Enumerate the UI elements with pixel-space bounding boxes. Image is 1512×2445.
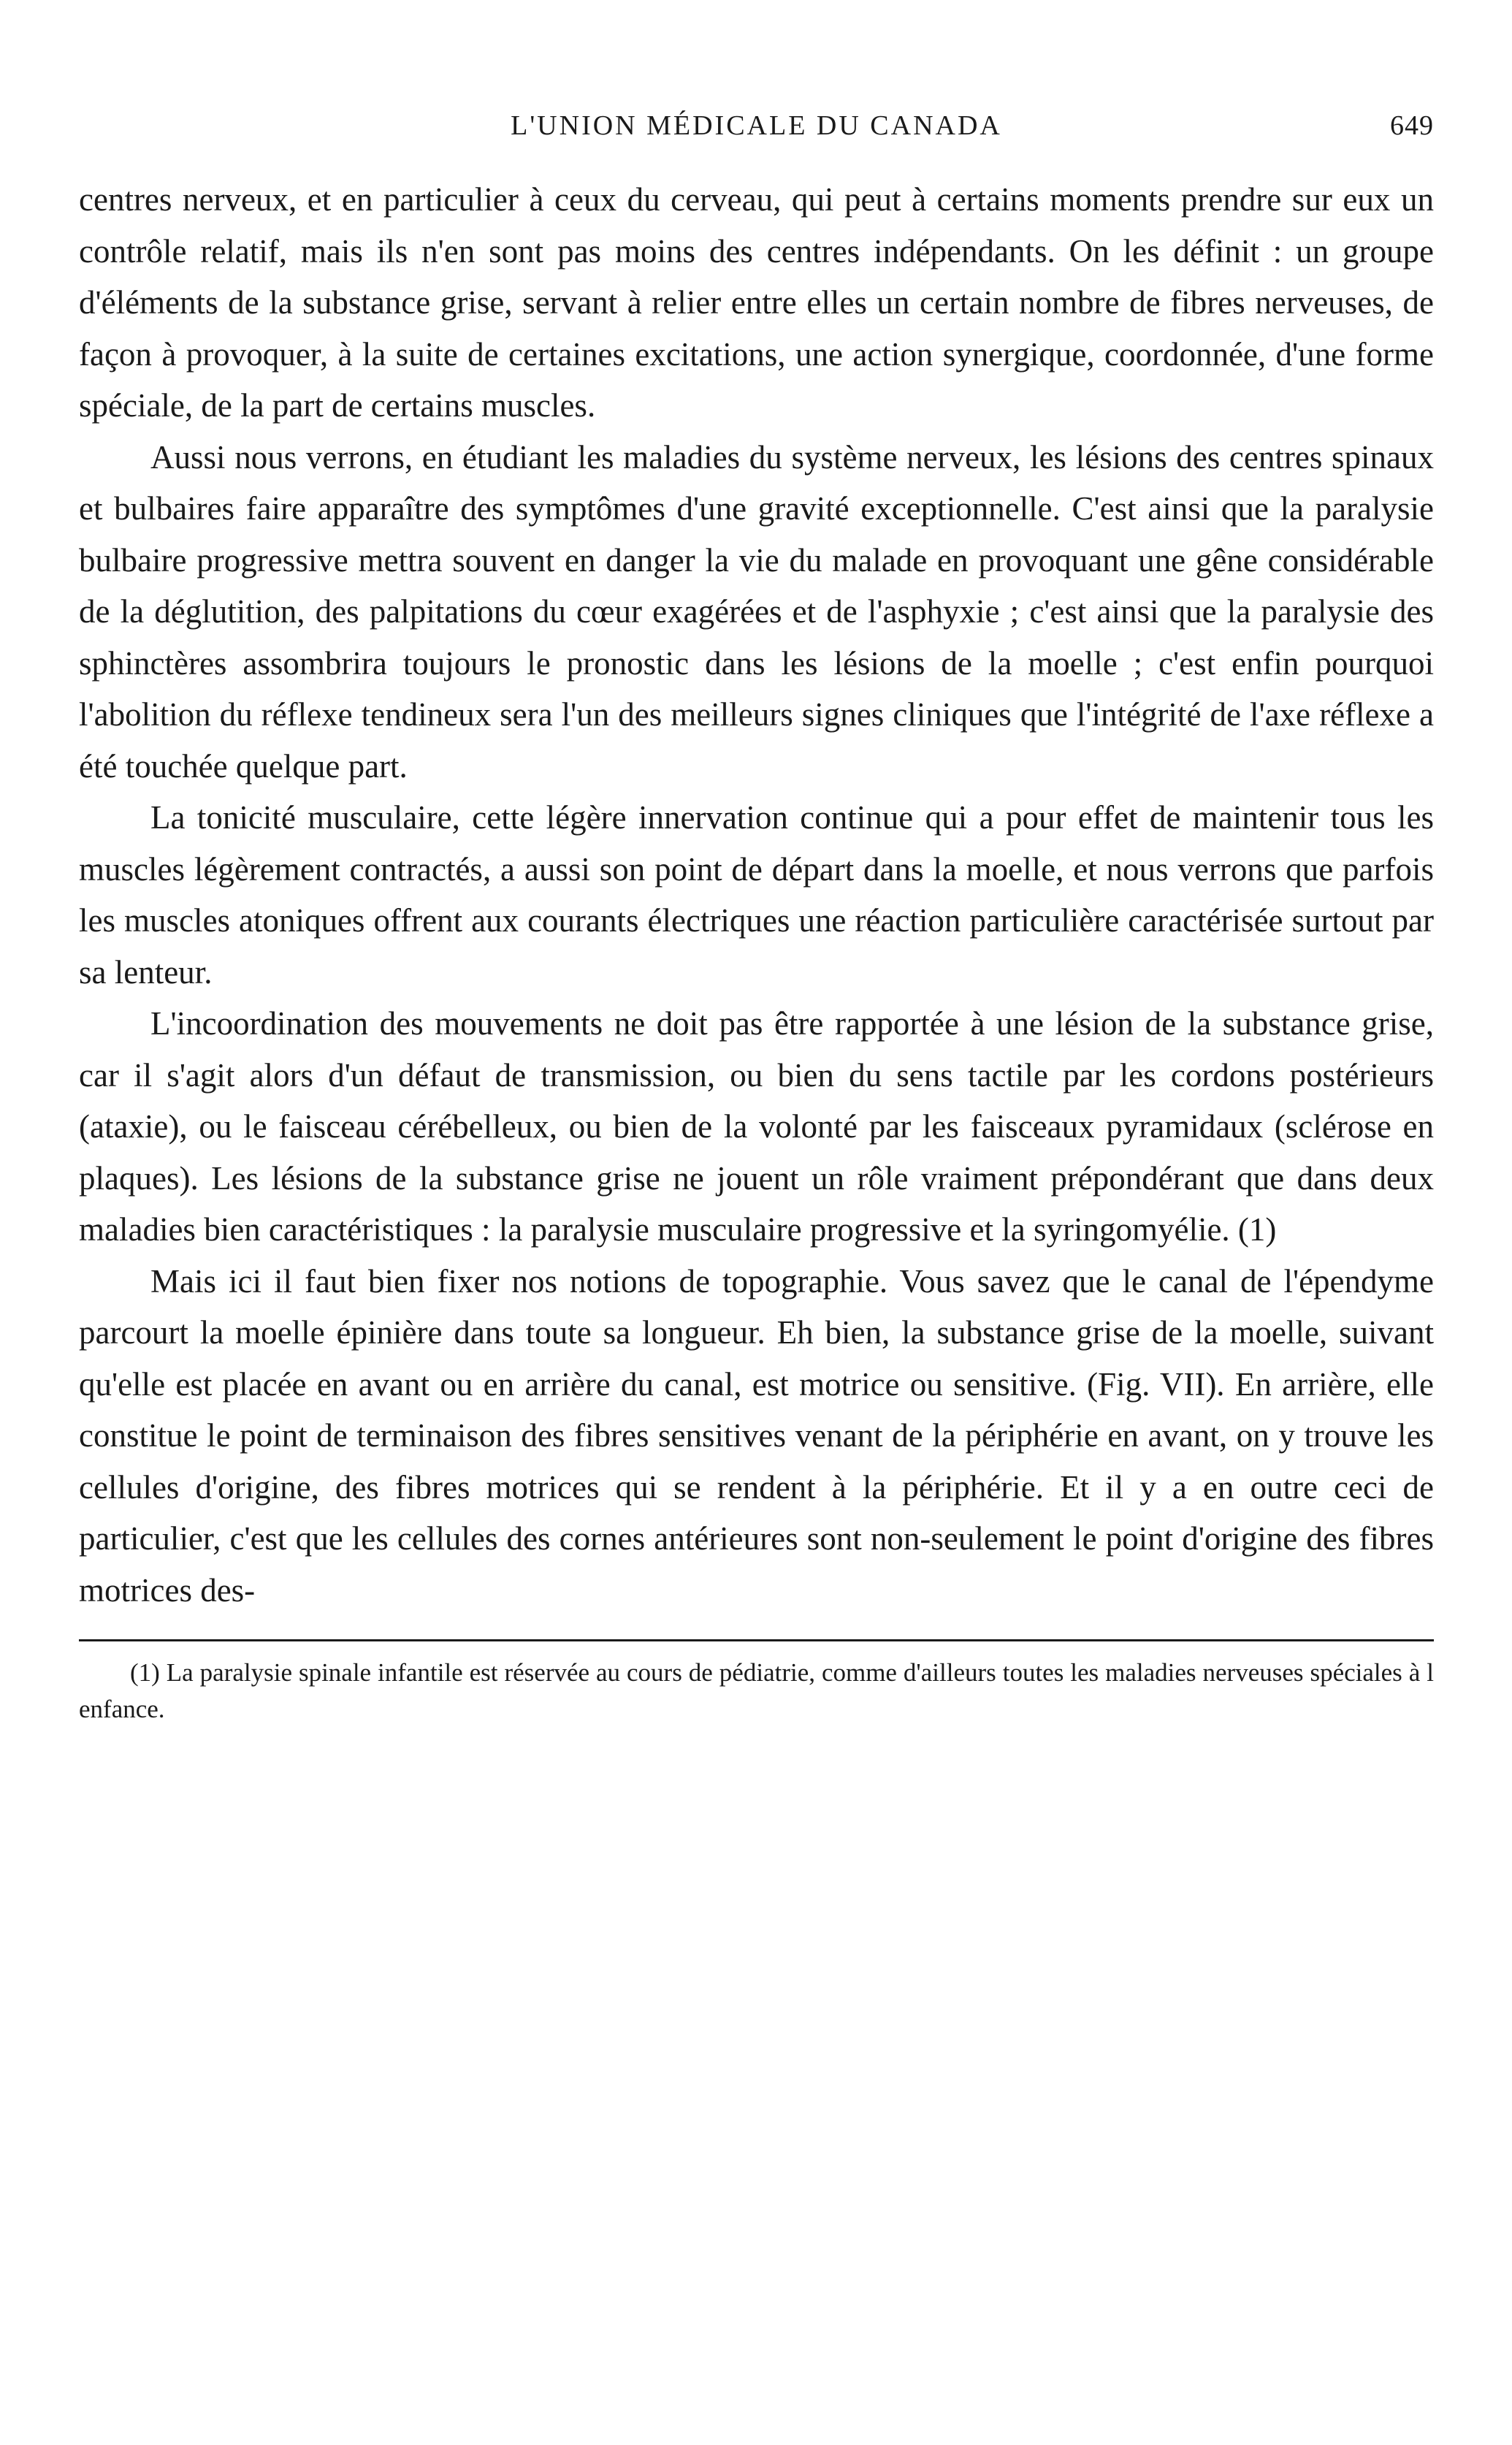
- document-page: [79, 110, 1434, 2411]
- paragraph-3: La tonicité musculaire, cette légère innervation continue qui a pour effet de maintenir tous les muscles légèrement contractés, a aussi son point de départ dans la moelle, et nous verrons que parfois les muscles atoniques offrent aux courants électriques une réaction particulière caractérisée surtout par sa lenteur.: [79, 799, 1434, 991]
- paragraph-1: centres nerveux, et en particulier à ceux du cerveau, qui peut à certains moments prendre sur eux un contrôle relatif, mais ils n'en sont pas moins des centres indépendants. On les définit : un groupe d'éléments de la substance grise, servant à relier entre elles un certain nombre de fibres nerveuses, de façon à provoquer, à la suite de certaines excitations, une action synergique, coordonnée, d'une forme spéciale, de la part de certains muscles.: [79, 181, 1434, 424]
- footnote: (1) La paralysie spinale infantile est réservée au cours de pédiatrie, comme d'ailleurs toutes les maladies nerveuses spéciales à l enfance.: [79, 1658, 1434, 1723]
- running-title: L'UNION MÉDICALE DU CANADA: [511, 110, 1002, 141]
- paragraph-4: L'incoordination des mouvements ne doit pas être rapportée à une lésion de la substance grise, car il s'agit alors d'un défaut de transmission, ou bien du sens tactile par les cordons postérieurs (ataxie), ou le faisceau cérébelleux, ou bien de la volonté par les faisceaux pyramidaux (sclérose en plaques). Les lésions de la substance grise ne jouent un rôle vraiment prépondérant que dans deux maladies bien caractéristiques : la paralysie musculaire progressive et la syringomyélie. (1): [79, 1005, 1434, 1248]
- running-header: [79, 110, 1434, 161]
- page-number: 649: [1390, 110, 1434, 141]
- footnote-divider: [79, 1639, 1434, 1641]
- paragraph-5: Mais ici il faut bien fixer nos notions de topographie. Vous savez que le canal de l'épendyme parcourt la moelle épinière dans toute sa longueur. Eh bien, la substance grise de la moelle, suivant qu'elle est placée en avant ou en arrière du canal, est motrice ou sensitive. (Fig. VII). En arrière, elle constitue le point de terminaison des fibres sensitives venant de la périphérie en avant, on y trouve les cellules d'origine, des fibres motrices qui se rendent à la périphérie. Et il y a en outre ceci de particulier, c'est que les cellules des cornes antérieures sont non-seulement le point d'origine des fibres motrices des-: [79, 1262, 1434, 1609]
- paragraph-2: Aussi nous verrons, en étudiant les maladies du système nerveux, les lésions des centres spinaux et bulbaires faire apparaître des symptômes d'une gravité exceptionnelle. C'est ainsi que la paralysie bulbaire progressive mettra souvent en danger la vie du malade en provoquant une gêne considérable de la déglutition, des palpitations du cœur exagérées et de l'asphyxie ; c'est ainsi que la paralysie des sphinctères assombrira toujours le pronostic dans les lésions de la moelle ; c'est enfin pourquoi l'abolition du réflexe tendineux sera l'un des meilleurs signes cliniques que l'intégrité de l'axe réflexe a été touchée quelque part.: [79, 438, 1434, 785]
- body-text: [79, 174, 1434, 1616]
